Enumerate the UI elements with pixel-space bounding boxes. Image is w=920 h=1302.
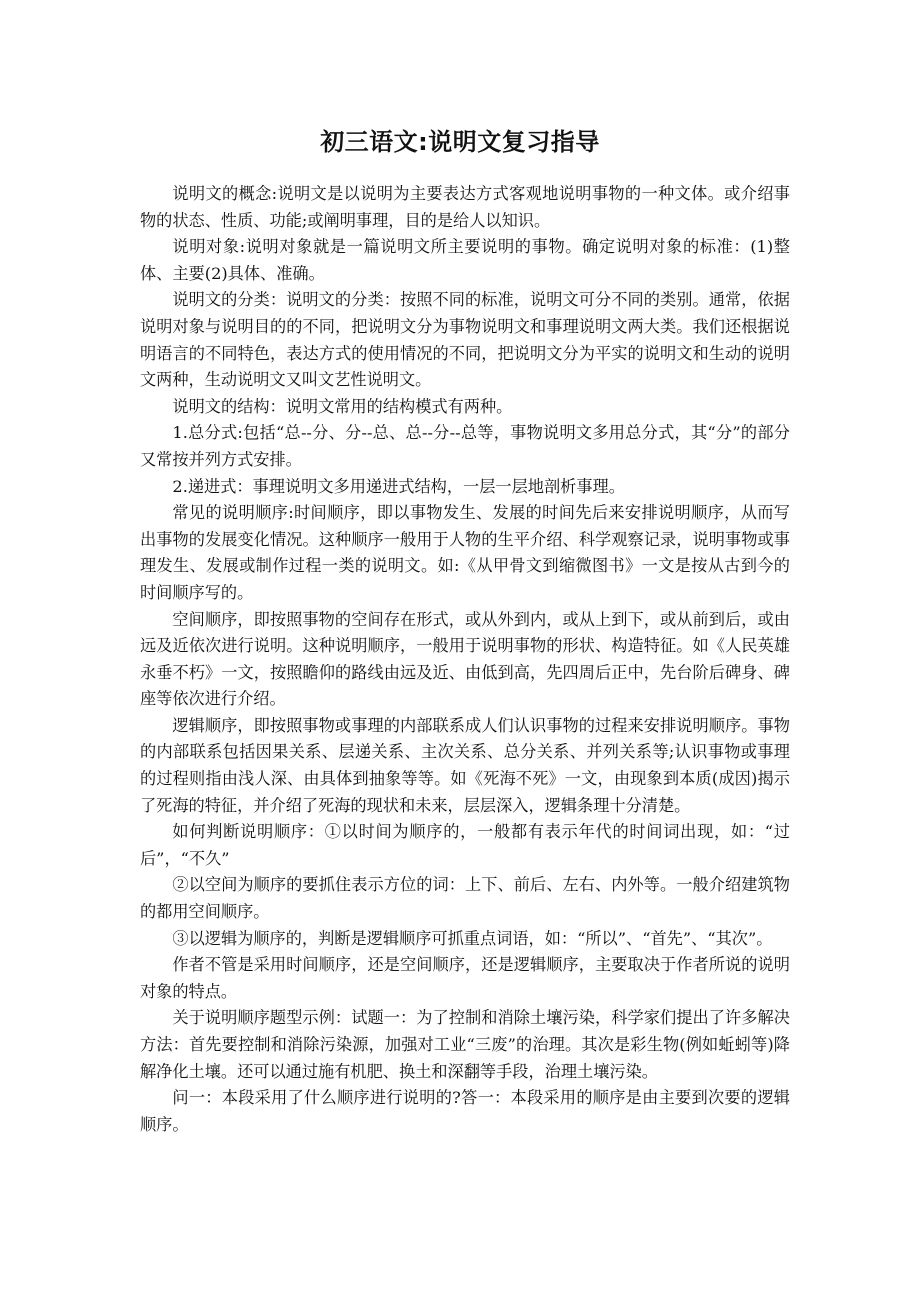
page-title: 初三语文:说明文复习指导 xyxy=(320,128,600,156)
document-body xyxy=(140,181,790,1138)
paragraph-author-choice: 作者不管是采用时间顺序，还是空间顺序，还是逻辑顺序，主要取决于作者所说的说明对象的特点。 xyxy=(140,955,790,1001)
paragraph-structure-general-specific: 1.总分式:包括“总--分、分--总、总--分--总等，事物说明文多用总分式，其“分”的部分又常按并列方式安排。 xyxy=(140,423,790,469)
paragraph-order-logic: 逻辑顺序，即按照事物或事理的内部联系成人们认识事物的过程来安排说明顺序。事物的内部联系包括因果关系、层递关系、主次关系、总分关系、并列关系等;认识事物或事理的过程则指由浅人深、由具体到抽象等等。如《死海不死》一文，由现象到本质(成因)揭示了死海的特征，并介绍了死海的现状和未来，层层深入，逻辑条理十分清楚。 xyxy=(140,715,790,815)
paragraph-judge-order: 如何判断说明顺序：①以时间为顺序的，一般都有表示年代的时间词出现，如：“过后”，“不久” xyxy=(140,822,790,868)
paragraph-concept: 说明文的概念:说明文是以说明为主要表达方式客观地说明事物的一种文体。或介绍事物的状态、性质、功能;或阐明事理，目的是给人以知识。 xyxy=(140,184,790,230)
paragraph-question-answer: 问一：本段采用了什么顺序进行说明的?答一：本段采用的顺序是由主要到次要的逻辑顺序。 xyxy=(140,1088,790,1134)
paragraph-object: 说明对象:说明对象就是一篇说明文所主要说明的事物。确定说明对象的标准：(1)整体、主要(2)具体、准确。 xyxy=(140,237,790,283)
paragraph-order-time: 常见的说明顺序:时间顺序，即以事物发生、发展的时间先后来安排说明顺序，从而写出事物的发展变化情况。这种顺序一般用于人物的生平介绍、科学观察记录，说明事物或事理发生、发展或制作过程一类的说明文。如:《从甲骨文到缩微图书》一文是按从古到今的时间顺序写的。 xyxy=(140,503,790,602)
paragraph-structure-progressive: 2.递进式：事理说明文多用递进式结构，一层一层地剖析事理。 xyxy=(172,476,625,496)
paragraph-structure: 说明文的结构：说明文常用的结构模式有两种。 xyxy=(172,396,513,416)
paragraph-judge-space: ②以空间为顺序的要抓住表示方位的词：上下、前后、左右、内外等。一般介绍建筑物的都用空间顺序。 xyxy=(140,875,790,922)
paragraph-judge-logic: ③以逻辑为顺序的，判断是逻辑顺序可抓重点词语，如：“所以”、“首先”、“其次”。 xyxy=(172,928,773,948)
paragraph-classification: 说明文的分类：说明文的分类：按照不同的标准，说明文可分不同的类别。通常，依据说明对象与说明目的的不同，把说明文分为事物说明文和事理说明文两大类。我们还根据说明语言的不同特色，表达方式的使用情况的不同，把说明文分为平实的说明文和生动的说明文两种，生动说明文又叫文艺性说明文。 xyxy=(140,290,790,390)
paragraph-order-space: 空间顺序，即按照事物的空间存在形式，或从外到内，或从上到下，或从前到后，或由远及近依次进行说明。这种说明顺序，一般用于说明事物的形状、构造特征。如《人民英雄永垂不朽》一文，按照瞻仰的路线由远及近、由低到高，先四周后正中，先台阶后碑身、碑座等依次进行介绍。 xyxy=(140,609,790,709)
paragraph-example: 关于说明顺序题型示例：试题一：为了控制和消除土壤污染，科学家们提出了许多解决方法：首先要控制和消除污染源，加强对工业“三废”的治理。其次是彩生物(例如蚯蚓等)降解净化土壤。还可以通过施有机肥、换土和深翻等手段，治理土壤污染。 xyxy=(140,1008,790,1081)
